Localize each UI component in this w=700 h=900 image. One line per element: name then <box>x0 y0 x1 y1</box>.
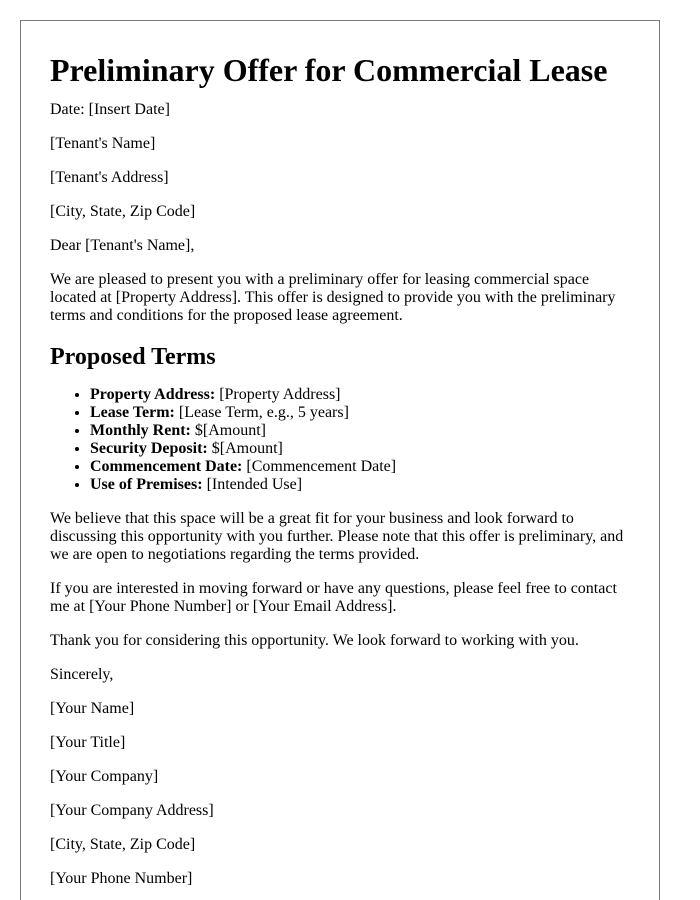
term-value: $[Amount] <box>207 440 283 457</box>
sender-company-address: [Your Company Address] <box>50 802 214 819</box>
tenant-address: [Tenant's Address] <box>50 169 169 186</box>
body-paragraph-contact: If you are interested in moving forward or have any questions, please feel free to contact me at [Your Phone Number] or [Your Email Address]. <box>50 580 617 615</box>
term-value: [Lease Term, e.g., 5 years] <box>174 404 349 421</box>
intro-paragraph: We are pleased to present you with a preliminary offer for leasing commercial space located at [Property Address]. This offer is designed to provide you with the preliminary terms and conditions for the proposed lease agreement. <box>50 271 616 324</box>
sender-company: [Your Company] <box>50 768 159 785</box>
term-label: Lease Term: <box>90 404 175 421</box>
sender-phone: [Your Phone Number] <box>50 870 193 887</box>
tenant-city-state-zip: [City, State, Zip Code] <box>50 203 196 220</box>
term-value: [Intended Use] <box>202 476 303 493</box>
term-item <box>90 458 635 476</box>
letter-title: Preliminary Offer for Commercial Lease <box>50 52 608 88</box>
body-paragraph-fit: We believe that this space will be a great fit for your business and look forward to discussing this opportunity with you further. Please note that this offer is preliminary, and we are open to negotiations regarding the terms provided. <box>50 510 624 563</box>
term-label: Use of Premises: <box>90 476 203 493</box>
term-label: Monthly Rent: <box>90 422 191 439</box>
letter-content <box>50 21 635 888</box>
tenant-name: [Tenant's Name] <box>50 135 156 152</box>
term-value: $[Amount] <box>190 422 266 439</box>
term-item <box>90 422 635 440</box>
term-label: Commencement Date: <box>90 458 243 475</box>
term-item <box>90 440 635 458</box>
term-item <box>90 386 635 404</box>
body-paragraph-thanks: Thank you for considering this opportunity. We look forward to working with you. <box>50 632 579 649</box>
terms-list <box>50 386 635 494</box>
term-label: Property Address: <box>90 386 216 403</box>
salutation: Dear [Tenant's Name], <box>50 237 195 254</box>
term-value: [Property Address] <box>215 386 341 403</box>
sender-title: [Your Title] <box>50 734 126 751</box>
terms-heading: Proposed Terms <box>50 344 216 370</box>
sender-name: [Your Name] <box>50 700 135 717</box>
sender-city-state-zip: [City, State, Zip Code] <box>50 836 196 853</box>
term-item <box>90 404 635 422</box>
date-line: Date: [Insert Date] <box>50 101 170 118</box>
term-item <box>90 476 635 494</box>
closing: Sincerely, <box>50 666 114 683</box>
term-label: Security Deposit: <box>90 440 208 457</box>
letter-page <box>20 20 660 900</box>
term-value: [Commencement Date] <box>242 458 397 475</box>
